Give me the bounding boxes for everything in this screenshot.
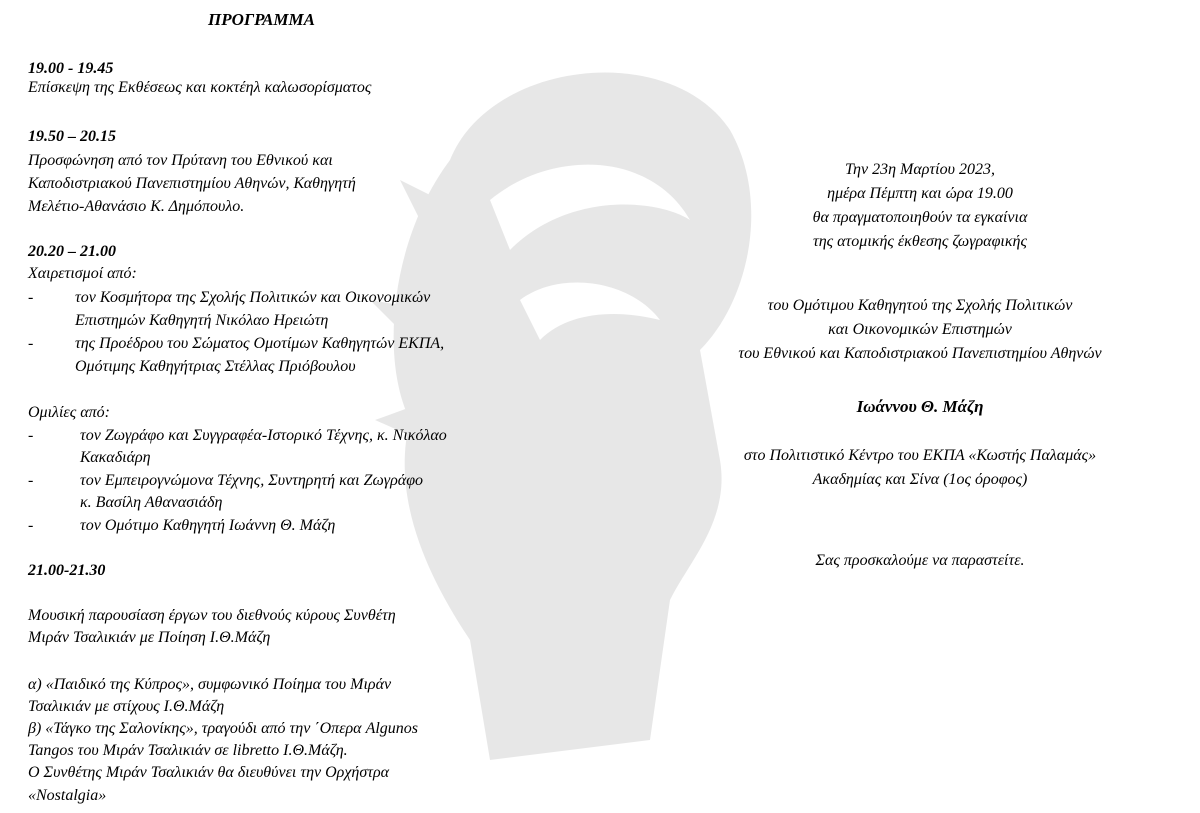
venue-line-1: στο Πολιτιστικό Κέντρο του ΕΚΠΑ «Κωστής Παλαμάς» (743, 447, 1097, 464)
closing-invitation: Σας προσκαλούμε να παραστείτε. (815, 552, 1025, 569)
music-detail-line-1: α) «Παιδικό της Κύπρος», συμφωνικό Ποίημα του Μιράν (28, 676, 392, 693)
greetings-heading: Χαιρετισμοί από: (28, 265, 137, 282)
greeting-1-line-2: Επιστημών Καθηγητή Νικόλαο Ηρειώτη (75, 312, 329, 329)
time-slot-4: 21.00-21.30 (28, 562, 106, 579)
invitation-day-time-line: ημέρα Πέμπτη και ώρα 19.00 (827, 185, 1013, 202)
time-slot-2: 19.50 – 20.15 (28, 128, 116, 145)
venue-line-2: Ακαδημίας και Σίνα (1ος όροφος) (812, 471, 1028, 488)
greeting-2-line-2: Ομότιμης Καθηγήτριας Στέλλας Πριόβουλου (75, 358, 356, 375)
talk-1-line-2: Κακαδιάρη (80, 449, 151, 466)
talk-2-line-1: τον Εμπειρογνώμονα Τέχνης, Συντηρητή και Ζωγράφο (80, 472, 424, 489)
list-dash: - (28, 427, 34, 444)
list-dash: - (28, 335, 34, 352)
talk-3-line-1: τον Ομότιμο Καθηγητή Ιωάννη Θ. Μάζη (80, 517, 336, 534)
music-detail-line-3: β) «Τάγκο της Σαλονίκης», τραγούδι από την ΄Οπερα Algunos (28, 720, 419, 737)
music-detail-line-2: Τσαλικιάν με στίχους Ι.Θ.Μάζη (28, 698, 225, 715)
slot-2-line-2: Καποδιστριακού Πανεπιστημίου Αθηνών, Καθηγητή (28, 175, 356, 192)
invitation-exhibition-line: της ατομικής έκθεσης ζωγραφικής (813, 233, 1027, 250)
affiliation-line-2: και Οικονομικών Επιστημών (828, 321, 1012, 338)
athena-helmet-watermark-icon (370, 40, 790, 800)
music-intro-line-1: Μουσική παρουσίαση έργων του διεθνούς κύρους Συνθέτη (28, 607, 396, 624)
list-dash: - (28, 472, 34, 489)
music-detail-line-6: «Nostalgia» (28, 787, 107, 804)
program-title: ΠΡΟΓΡΑΜΜΑ (208, 10, 315, 29)
music-detail-line-4: Tangos του Μιράν Τσαλικιάν σε libretto Ι.Θ.Μάζη. (28, 742, 348, 759)
affiliation-line-1: του Ομότιμου Καθηγητού της Σχολής Πολιτικών (767, 297, 1073, 314)
music-intro-line-2: Μιράν Τσαλικιάν με Ποίηση Ι.Θ.Μάζη (28, 629, 271, 646)
talks-heading: Ομιλίες από: (28, 404, 110, 421)
artist-name: Ιωάννου Θ. Μάζη (856, 397, 984, 416)
list-dash: - (28, 289, 34, 306)
time-slot-3: 20.20 – 21.00 (28, 243, 116, 260)
talk-2-line-2: κ. Βασίλη Αθανασιάδη (80, 494, 223, 511)
slot-2-line-1: Προσφώνηση από τον Πρύτανη του Εθνικού και (28, 152, 333, 169)
time-slot-1: 19.00 - 19.45 (28, 60, 114, 77)
talk-1-line-1: τον Ζωγράφο και Συγγραφέα-Ιστορικό Τέχνης, κ. Νικόλαο (80, 427, 447, 444)
music-detail-line-5: Ο Συνθέτης Μιράν Τσαλικιάν θα διευθύνει την Ορχήστρα (28, 764, 390, 781)
invitation-date-line: Την 23η Μαρτίου 2023, (845, 161, 995, 178)
greeting-2-line-1: της Προέδρου του Σώματος Ομοτίμων Καθηγητών ΕΚΠΑ, (75, 335, 445, 352)
invitation-opening-line: θα πραγματοποιηθούν τα εγκαίνια (812, 209, 1028, 226)
list-dash: - (28, 517, 34, 534)
greeting-1-line-1: τον Κοσμήτορα της Σχολής Πολιτικών και Οικονομικών (75, 289, 431, 306)
slot-2-line-3: Μελέτιο-Αθανάσιο Κ. Δημόπουλο. (28, 198, 245, 215)
affiliation-line-3: του Εθνικού και Καποδιστριακού Πανεπιστημίου Αθηνών (738, 345, 1102, 362)
slot-1-text: Επίσκεψη της Εκθέσεως και κοκτέηλ καλωσορίσματος (28, 79, 372, 96)
